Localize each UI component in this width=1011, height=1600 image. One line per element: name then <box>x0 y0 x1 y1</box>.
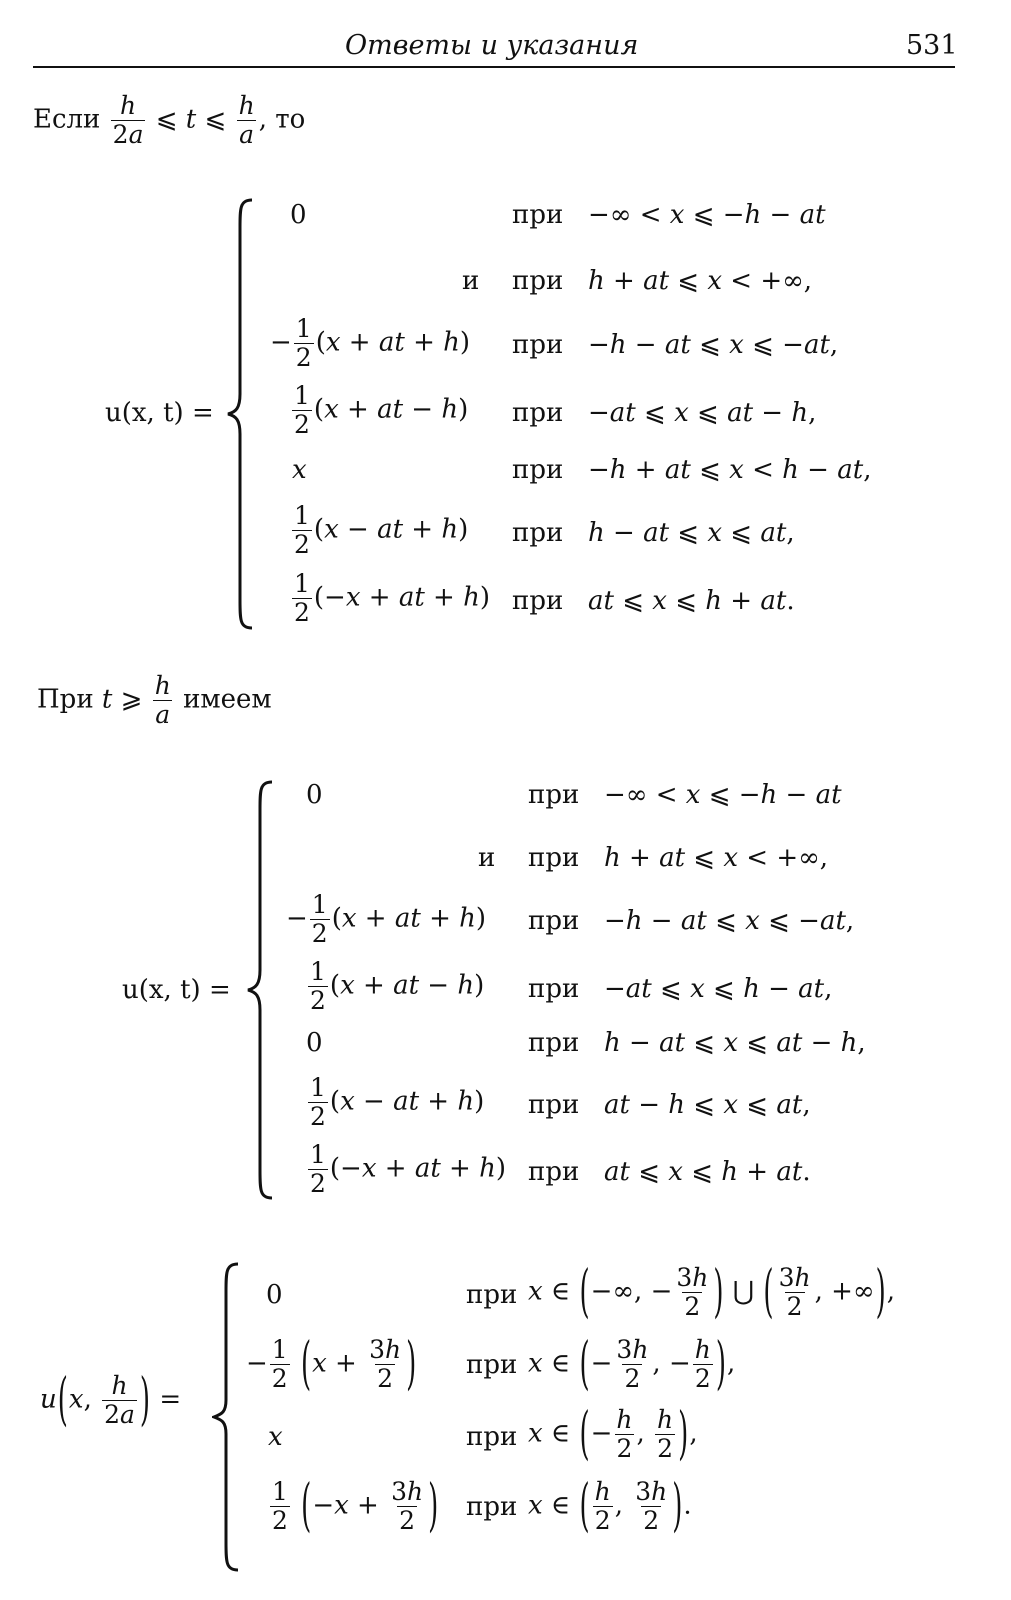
s1-expr-5: $\frac{1}{2}$ (x − at + h) <box>294 501 469 559</box>
s1-pri-4: при <box>512 455 564 485</box>
tail-word: , то <box>258 104 306 135</box>
system1-brace <box>226 198 256 630</box>
s1-pri-6: при <box>512 586 564 616</box>
s2-cond-6: at ⩽ x ⩽ h + at. <box>604 1157 811 1187</box>
s3-expr-3: $\frac{1}{2}$ (−x + $\frac{3h}{2}$ ) <box>272 1473 439 1540</box>
system3-lhs: u(x, $\frac{h}{2a}$ ) = <box>40 1367 182 1434</box>
s2-pri-1: при <box>528 843 580 873</box>
s3-pri-1: при <box>466 1350 518 1380</box>
system3-brace <box>212 1262 242 1572</box>
s2-cond-5: at − h ⩽ x ⩽ at, <box>604 1090 811 1120</box>
s3-pri-2: при <box>466 1422 518 1452</box>
s2-cond-1: h + at ⩽ x < +∞, <box>604 843 829 873</box>
s2-expr-3: $\frac{1}{2}$ (x + at − h) <box>310 957 485 1015</box>
s2-cond-0: −∞ < x ⩽ −h − at <box>604 780 842 810</box>
s1-expr-6: $\frac{1}{2}$ (−x + at + h) <box>294 569 491 627</box>
s1-cond-1: h + at ⩽ x < +∞, <box>588 266 813 296</box>
running-header-title: Ответы и указания <box>345 30 639 61</box>
s1-expr-3: $\frac{1}{2}$ (x + at − h) <box>294 381 469 439</box>
s1-pri-2: при <box>512 330 564 360</box>
s1-cond-6: at ⩽ x ⩽ h + at. <box>588 586 795 616</box>
s1-cond-3: −at ⩽ x ⩽ at − h, <box>588 398 817 428</box>
s2-expr-2: − $\frac{1}{2}$ (x + at + h) <box>286 890 487 948</box>
s2-expr-5: $\frac{1}{2}$ (x − at + h) <box>310 1073 485 1131</box>
s1-pri-3: при <box>512 398 564 428</box>
s2-cond-4: h − at ⩽ x ⩽ at − h, <box>604 1028 866 1058</box>
s1-expr-2: − $\frac{1}{2}$ (x + at + h) <box>270 314 471 372</box>
s3-cond-1: x ∈ (− $\frac{3h}{2}$ , − $\frac{h}{2}$ ), <box>528 1331 736 1398</box>
system2-lhs: u(x, t) = <box>122 975 231 1005</box>
s1-pri-5: при <box>512 518 564 548</box>
s2-expr-6: $\frac{1}{2}$ (−x + at + h) <box>310 1140 507 1198</box>
page-number: 531 <box>906 30 958 61</box>
s3-expr-1: − $\frac{1}{2}$ (x + $\frac{3h}{2}$ ) <box>246 1331 417 1398</box>
s1-pri-0: при <box>512 200 564 230</box>
s1-cond-2: −h − at ⩽ x ⩽ −at, <box>588 330 839 360</box>
s2-cond-3: −at ⩽ x ⩽ h − at, <box>604 974 833 1004</box>
s3-cond-0: x ∈ (−∞, − $\frac{3h}{2}$ ) ⋃ ( $\frac{3h}{2}$ , +∞), <box>528 1259 895 1326</box>
condition-line-2: При t ⩾ $\frac{h}{a}$ имеем <box>37 671 272 729</box>
s1-and-1: и <box>462 266 480 296</box>
lead-word: Если <box>33 104 101 135</box>
system1-lhs: u(x, t) = <box>105 398 214 428</box>
s2-pri-5: при <box>528 1090 580 1120</box>
s2-pri-0: при <box>528 780 580 810</box>
s1-cond-4: −h + at ⩽ x < h − at, <box>588 455 872 485</box>
system2-brace <box>246 780 276 1200</box>
s2-expr-0: 0 <box>306 780 323 810</box>
s2-and-1: и <box>478 843 496 873</box>
s3-pri-0: при <box>466 1280 518 1310</box>
s3-pri-3: при <box>466 1492 518 1522</box>
s1-pri-1: при <box>512 266 564 296</box>
s1-expr-0: 0 <box>290 200 307 230</box>
tail-word: имеем <box>183 684 272 715</box>
s2-pri-2: при <box>528 906 580 936</box>
s2-expr-4: 0 <box>306 1028 323 1058</box>
s3-expr-2: x <box>268 1422 283 1452</box>
s1-expr-4: x <box>292 455 307 485</box>
s3-cond-3: x ∈ ( $\frac{h}{2}$ , $\frac{3h}{2}$ ). <box>528 1473 692 1540</box>
s1-cond-0: −∞ < x ⩽ −h − at <box>588 200 826 230</box>
s2-cond-2: −h − at ⩽ x ⩽ −at, <box>604 906 855 936</box>
s3-expr-0: 0 <box>266 1280 283 1310</box>
condition-line-1: Если $\frac{h}{2a}$ ⩽ t ⩽ $\frac{h}{a}$ , то <box>33 91 306 149</box>
s2-pri-3: при <box>528 974 580 1004</box>
header-rule <box>33 66 955 68</box>
s2-pri-4: при <box>528 1028 580 1058</box>
s2-pri-6: при <box>528 1157 580 1187</box>
lead-word: При <box>37 684 94 715</box>
s3-cond-2: x ∈ (− $\frac{h}{2}$ , $\frac{h}{2}$ ), <box>528 1401 698 1468</box>
s1-cond-5: h − at ⩽ x ⩽ at, <box>588 518 795 548</box>
